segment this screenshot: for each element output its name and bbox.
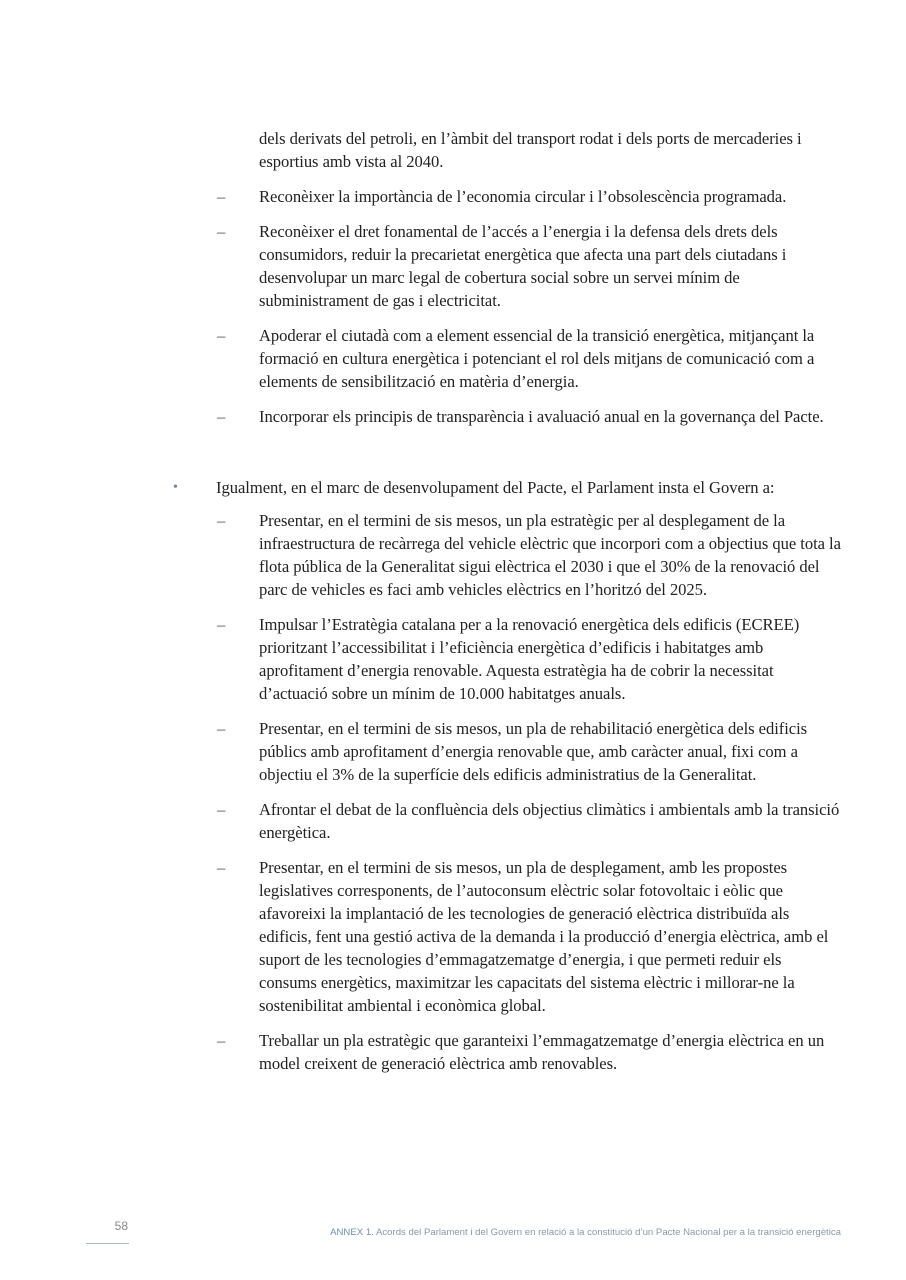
list-item (217, 509, 841, 601)
dash-marker: – (217, 719, 226, 738)
dash-marker: – (217, 615, 226, 634)
dash-marker: – (217, 407, 226, 426)
list-item-text: Presentar, en el termini de sis mesos, un pla estratègic per al desplegament de la infraestructura de recàrrega del vehicle elèctric que incorpori com a objectius que tota la flota pública de la Generalitat sigui elèctrica el 2030 i que el 30% de la renovació del parc de vehicles es faci amb vehicles elèctrics en l’horitzó del 2025. (259, 511, 841, 599)
list-item (217, 324, 841, 393)
list-item-text: Apoderar el ciutadà com a element essencial de la transició energètica, mitjançant la formació en cultura energètica i potenciant el rol dels mitjans de comunicació com a elements de sensibilització en matèria d’energia. (259, 326, 815, 391)
dash-marker: – (217, 187, 226, 206)
list-item (217, 613, 841, 705)
page-content (0, 127, 906, 1075)
annex-label: ANNEX 1. (330, 1227, 374, 1238)
dash-marker: – (217, 858, 226, 877)
first-dash-list (0, 185, 906, 428)
running-footer (330, 1227, 841, 1238)
annex-title: Acords del Parlament i del Govern en relació a la constitució d’un Pacte Nacional per a la transició energètica (375, 1227, 841, 1238)
list-item-text: Afrontar el debat de la confluència dels objectius climàtics i ambientals amb la transició energètica. (259, 800, 840, 842)
list-item-text: Incorporar els principis de transparència i avaluació anual en la governança del Pacte. (259, 407, 824, 426)
list-item (217, 405, 841, 428)
list-item (217, 1029, 841, 1075)
list-item (217, 220, 841, 312)
list-item-text: Treballar un pla estratègic que garanteixi l’emmagatzematge d’energia elèctrica en un model creixent de generació elèctrica amb renovables. (259, 1031, 825, 1073)
dash-marker: – (217, 511, 226, 530)
bullet-lead-text: Igualment, en el marc de desenvolupament del Pacte, el Parlament insta el Govern a: (216, 478, 775, 497)
list-item-text: Impulsar l’Estratègia catalana per a la renovació energètica dels edificis (ECREE) prioritzant l’accessibilitat i l’eficiència energètica d’edificis i habitatges amb aprofitament d’energia renovable. Aquesta estratègia ha de cobrir la necessitat d’actuació sobre un mínim de 10.000 habitatges anuals. (259, 615, 800, 703)
list-item (217, 856, 841, 1017)
list-item-text: Reconèixer la importància de l’economia circular i l’obsolescència programada. (259, 187, 787, 206)
list-item (217, 717, 841, 786)
dash-marker: – (217, 1031, 226, 1050)
list-item-text: Presentar, en el termini de sis mesos, un pla de desplegament, amb les propostes legislatives corresponents, de l’autoconsum elèctric solar fotovoltaic i eòlic que afavoreixi la implantació de les tecnologies de generació elèctrica distribuïda als edificis, fent una gestió activa de la demanda i la producció d’energia elèctrica, amb el suport de les tecnologies d’emmagatzematge d’energia, i que permeti reduir els consums energètics, maximitzar les capacitats del sistema elèctric i millorar-ne la sostenibilitat ambiental i econòmica global. (259, 858, 829, 1015)
page-number-divider (86, 1243, 129, 1244)
list-item-text: Reconèixer el dret fonamental de l’accés a l’energia i la defensa dels drets dels consumidors, reduir la precarietat energètica que afecta una part dels ciutadans i desenvolupar un marc legal de cobertura social sobre un servei mínim de subministrament de gas i electricitat. (259, 222, 787, 310)
dash-marker: – (217, 800, 226, 819)
continued-paragraph: dels derivats del petroli, en l’àmbit del transport rodat i dels ports de mercaderies i esportius amb vista al 2040. (259, 129, 802, 171)
bullet-item (173, 476, 841, 499)
list-item (217, 185, 841, 208)
list-item-text: Presentar, en el termini de sis mesos, un pla de rehabilitació energètica dels edificis públics amb aprofitament d’energia renovable que, amb caràcter anual, fixi com a objectiu el 3% de la superfície dels edificis administratius de la Generalitat. (259, 719, 808, 784)
second-dash-list (0, 509, 906, 1075)
page-number: 58 (114, 1219, 128, 1233)
dash-marker: – (217, 326, 226, 345)
list-item (217, 798, 841, 844)
dash-marker: – (217, 222, 226, 241)
bullet-icon: • (173, 480, 178, 495)
